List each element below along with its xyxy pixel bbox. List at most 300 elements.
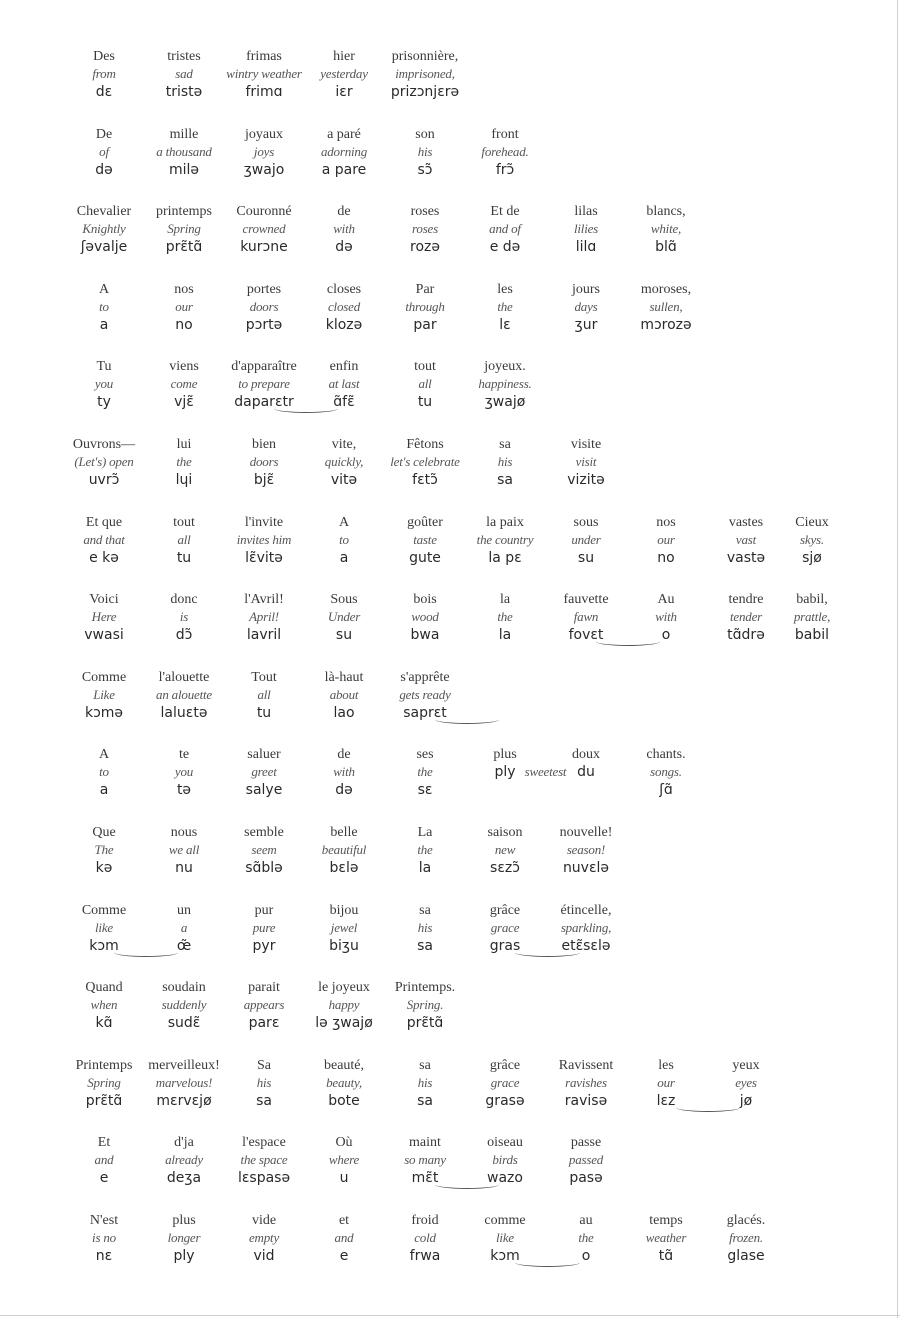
english-gloss: marvelous! — [155, 1074, 213, 1090]
english-gloss: the — [417, 842, 433, 857]
ipa-transcription: lɛ — [499, 316, 511, 333]
english-gloss: all — [257, 686, 271, 702]
english-gloss: sullen, — [649, 298, 683, 314]
french-word: lui — [176, 437, 192, 452]
english-gloss: ravishes — [565, 1074, 607, 1090]
ipa-transcription: kə — [95, 860, 113, 876]
english-gloss: jewel — [330, 919, 358, 935]
french-word: Et de — [490, 204, 520, 220]
french-word: ses — [416, 747, 434, 763]
ipa-transcription: sa — [417, 937, 433, 954]
word-gloss — [139, 1134, 229, 1187]
ipa-transcription: ʒwajo — [243, 161, 285, 178]
word-gloss — [767, 591, 857, 644]
word-gloss — [380, 436, 470, 489]
ipa-transcription: a pare — [321, 161, 367, 178]
french-word: beauté, — [323, 1057, 365, 1073]
ipa-transcription: klozə — [325, 316, 363, 333]
english-gloss: wood — [411, 609, 439, 625]
ipa-transcription: a — [99, 782, 109, 799]
word-gloss — [299, 48, 389, 101]
french-word: Tout — [251, 669, 277, 685]
lyric-line — [0, 436, 900, 496]
lyric-line — [0, 669, 900, 729]
french-word: goûter — [407, 514, 443, 530]
word-gloss — [299, 979, 389, 1032]
english-gloss: all — [418, 376, 432, 392]
word-gloss — [621, 746, 711, 799]
ipa-transcription: du — [577, 764, 595, 781]
french-word: yeux — [732, 1057, 760, 1073]
english-gloss: from — [92, 66, 116, 81]
french-word: Voici — [89, 592, 119, 608]
french-word: glacés. — [726, 1213, 766, 1228]
word-gloss — [299, 1134, 389, 1187]
french-word: portes — [246, 281, 282, 297]
word-gloss — [139, 203, 229, 256]
english-gloss: invites him — [236, 531, 292, 547]
french-word: visite — [570, 437, 602, 452]
french-word: a paré — [327, 126, 361, 142]
ipa-transcription: laluɛtə — [160, 704, 208, 721]
english-gloss: roses — [412, 221, 438, 237]
ipa-transcription: kɑ̃ — [95, 1015, 113, 1032]
french-word: Couronné — [236, 204, 292, 220]
ipa-transcription: kɔm — [490, 1248, 520, 1264]
ipa-transcription: vizitə — [567, 472, 605, 488]
word-gloss — [541, 1057, 631, 1110]
word-gloss — [380, 824, 470, 877]
ipa-transcription: lɛspasə — [237, 1170, 291, 1187]
french-word: Ravissent — [558, 1057, 614, 1073]
english-gloss: greet — [251, 764, 277, 780]
english-gloss: where — [328, 1152, 360, 1168]
word-gloss — [219, 1134, 309, 1187]
word-gloss — [460, 436, 550, 489]
french-word: Fêtons — [406, 437, 444, 452]
word-gloss — [59, 902, 149, 955]
french-word: Sa — [257, 1057, 271, 1073]
english-gloss: about — [329, 686, 359, 702]
french-word: de — [337, 747, 351, 763]
english-gloss: to — [339, 531, 349, 547]
ipa-transcription: ʃɑ̃ — [659, 782, 673, 799]
french-word: Des — [93, 49, 115, 64]
ipa-transcription: sa — [417, 1092, 433, 1109]
word-gloss — [139, 281, 229, 334]
word-gloss — [139, 669, 229, 722]
word-gloss — [621, 281, 711, 334]
english-gloss: Knightly — [82, 221, 126, 237]
english-gloss: tender — [729, 609, 762, 625]
french-word: sa — [419, 1057, 431, 1073]
ipa-transcription: vwasi — [84, 627, 124, 644]
ipa-transcription: bwa — [410, 627, 440, 644]
french-word: les — [497, 281, 513, 297]
english-gloss: with — [333, 764, 355, 780]
ipa-transcription: lao — [333, 704, 355, 721]
french-word: front — [491, 126, 519, 142]
word-gloss — [139, 591, 229, 644]
ipa-transcription: ʃəvalje — [80, 239, 128, 256]
ipa-transcription: biʒu — [329, 937, 359, 954]
word-gloss — [59, 203, 149, 256]
french-word: l'invite — [244, 514, 284, 530]
english-gloss: skys. — [800, 531, 824, 547]
french-word: Et — [97, 1135, 111, 1151]
lyric-line — [0, 1212, 900, 1272]
english-gloss: his — [417, 1074, 433, 1090]
english-gloss: beautiful — [321, 842, 367, 857]
ipa-transcription: kurɔne — [240, 239, 288, 256]
liaison-mark — [435, 1180, 499, 1189]
french-word: A — [338, 514, 350, 530]
french-word: Que — [92, 825, 116, 840]
french-word: La — [417, 825, 433, 840]
ipa-transcription: də — [335, 239, 353, 256]
french-word: roses — [410, 204, 440, 220]
word-gloss — [219, 126, 309, 179]
word-gloss — [460, 126, 550, 179]
french-word: Et que — [85, 514, 123, 530]
french-word: merveilleux! — [148, 1057, 220, 1073]
french-word: sa — [499, 437, 511, 452]
english-gloss: like — [496, 1230, 514, 1245]
word-gloss — [380, 514, 470, 567]
french-word: tout — [414, 359, 436, 375]
ipa-transcription: gras — [489, 937, 521, 954]
french-word: mille — [169, 126, 199, 142]
ipa-transcription: frɔ̃ — [495, 161, 515, 178]
word-gloss — [59, 48, 149, 101]
french-word: bois — [413, 592, 437, 608]
word-gloss — [380, 979, 470, 1032]
french-word: le joyeux — [318, 980, 370, 996]
word-gloss — [380, 746, 470, 799]
liaison-mark — [274, 404, 338, 413]
english-gloss: Under — [327, 609, 361, 625]
english-gloss: The — [94, 842, 114, 857]
french-word: lilas — [574, 204, 598, 220]
word-gloss — [621, 514, 711, 567]
ipa-transcription: lɛz — [656, 1092, 676, 1109]
ipa-transcription: salye — [245, 782, 283, 799]
french-word: Comme — [81, 669, 127, 685]
ipa-transcription: dɛ — [95, 84, 113, 100]
ipa-transcription: lɛ̃vitə — [245, 549, 283, 566]
french-word: sa — [419, 902, 431, 918]
ipa-transcription: grasə — [485, 1092, 525, 1109]
word-gloss — [541, 1134, 631, 1187]
french-word: moroses, — [640, 281, 692, 297]
lyric-line — [0, 126, 900, 186]
french-word: froid — [411, 1213, 439, 1228]
ipa-transcription: o — [661, 627, 671, 644]
word-gloss — [59, 436, 149, 489]
ipa-transcription: ravisə — [564, 1092, 608, 1109]
ipa-transcription: parɛ — [248, 1015, 280, 1032]
french-word: comme — [484, 1213, 526, 1228]
english-gloss: the — [176, 454, 192, 469]
french-word: hier — [333, 49, 355, 64]
lyric-line — [0, 48, 900, 108]
english-gloss: grace — [490, 1074, 520, 1090]
ipa-transcription: u — [339, 1170, 349, 1187]
english-gloss: already — [165, 1152, 203, 1168]
french-word: un — [177, 902, 191, 918]
english-gloss: the — [417, 764, 433, 780]
english-gloss: (Let's) open — [74, 454, 134, 469]
french-word: au — [579, 1213, 593, 1228]
english-gloss: happiness. — [478, 376, 532, 392]
english-gloss: you — [94, 376, 114, 392]
ipa-transcription: fɛtɔ̃ — [412, 472, 438, 488]
french-word: N'est — [89, 1213, 119, 1228]
english-gloss: joys — [253, 143, 275, 159]
ipa-transcription: blɑ̃ — [655, 239, 677, 256]
french-word: nos — [174, 281, 194, 297]
french-word: viens — [169, 359, 199, 375]
french-word: Tu — [96, 359, 112, 375]
word-gloss — [219, 746, 309, 799]
word-gloss — [139, 746, 229, 799]
ipa-transcription: vitə — [330, 472, 358, 488]
ipa-transcription: babil — [794, 627, 830, 644]
liaison-mark — [676, 1103, 740, 1112]
word-gloss — [59, 1057, 149, 1110]
french-word: l'Avril! — [244, 592, 284, 608]
french-word: babil, — [796, 592, 828, 608]
english-gloss: so many — [404, 1152, 446, 1168]
french-word: belle — [330, 825, 358, 840]
ipa-transcription: ply — [494, 764, 516, 781]
ipa-transcription: ty — [97, 394, 111, 411]
ipa-transcription: tɑ̃ — [658, 1248, 674, 1264]
ipa-transcription: su — [577, 549, 595, 566]
lyric-line — [0, 281, 900, 341]
french-word: tristes — [167, 49, 201, 64]
english-gloss: let's celebrate — [390, 454, 460, 469]
ipa-transcription: sɛzɔ̃ — [490, 860, 520, 876]
french-word: maint — [409, 1135, 441, 1151]
word-gloss — [219, 281, 309, 334]
english-gloss: the — [497, 298, 513, 314]
english-gloss: to — [99, 298, 109, 314]
english-gloss: sparkling, — [560, 919, 612, 935]
word-gloss — [59, 358, 149, 411]
ipa-transcription: lə ʒwajø — [315, 1015, 373, 1032]
ipa-transcription: a — [99, 316, 109, 333]
ipa-transcription: sudɛ̃ — [167, 1015, 201, 1032]
word-gloss — [59, 824, 149, 877]
english-gloss: weather — [645, 1230, 687, 1245]
ipa-transcription: prɛ̃tɑ̃ — [165, 239, 203, 256]
french-word: Sous — [330, 592, 358, 608]
english-gloss: empty — [248, 1230, 280, 1245]
word-gloss — [59, 979, 149, 1032]
ipa-transcription: kɔm — [89, 937, 119, 954]
english-gloss: a — [180, 919, 188, 935]
ipa-transcription: daparɛtr — [234, 394, 294, 411]
word-gloss — [299, 669, 389, 722]
ipa-transcription: kɔmə — [84, 704, 124, 721]
ipa-transcription: o — [581, 1248, 591, 1264]
ipa-transcription: par — [413, 316, 437, 333]
english-gloss: of — [99, 143, 109, 159]
ipa-transcription: bote — [328, 1092, 360, 1109]
english-gloss: pure — [252, 919, 276, 935]
french-word: enfin — [329, 359, 359, 375]
french-word: jours — [572, 281, 600, 297]
english-gloss: a thousand — [156, 143, 212, 159]
french-word: tout — [173, 514, 195, 530]
word-gloss — [701, 1057, 791, 1110]
french-word: Cieux — [795, 514, 829, 530]
french-word: closes — [326, 281, 362, 297]
french-word: fauvette — [563, 592, 609, 608]
french-word: te — [178, 747, 190, 763]
english-gloss: our — [175, 298, 193, 314]
french-word: semble — [244, 825, 284, 840]
french-word: temps — [649, 1213, 683, 1228]
ipa-transcription: la — [418, 860, 432, 876]
word-gloss — [219, 824, 309, 877]
liaison-mark — [515, 1258, 580, 1267]
ipa-transcription: lɥi — [175, 472, 193, 488]
ipa-transcription: bjɛ̃ — [253, 472, 275, 488]
french-word: saluer — [247, 747, 281, 763]
ipa-transcription: ɑ̃fɛ̃ — [333, 394, 355, 411]
english-gloss: his — [256, 1074, 272, 1090]
word-gloss — [219, 669, 309, 722]
french-word: nos — [656, 514, 676, 530]
french-word: A — [98, 281, 110, 297]
word-gloss — [541, 902, 631, 955]
ipa-transcription: rozə — [410, 239, 440, 256]
english-gloss: adorning — [320, 143, 368, 159]
ipa-transcription: ply — [173, 1248, 195, 1264]
ipa-transcription: tristə — [165, 84, 203, 100]
ipa-transcription: no — [175, 316, 193, 333]
french-word: Printemps — [75, 1057, 133, 1073]
liaison-mark — [596, 637, 660, 646]
english-gloss: all — [177, 531, 191, 547]
french-word: doux — [572, 747, 600, 763]
word-gloss — [541, 281, 631, 334]
french-word: vastes — [728, 514, 764, 530]
word-gloss — [219, 48, 309, 101]
english-gloss: through — [405, 298, 445, 314]
english-gloss: an alouette — [156, 686, 212, 702]
ipa-transcription: nɛ — [95, 1248, 113, 1264]
word-gloss — [139, 1212, 229, 1265]
english-gloss: the country — [476, 531, 534, 547]
ipa-transcription: ʒwajø — [484, 394, 526, 411]
english-gloss: the — [497, 609, 513, 625]
french-word: nouvelle! — [559, 825, 613, 840]
ipa-transcription: e də — [489, 239, 521, 256]
english-gloss: with — [655, 609, 677, 625]
english-gloss: suddenly — [161, 997, 207, 1013]
english-gloss: and — [334, 1230, 354, 1245]
word-gloss — [139, 48, 229, 101]
word-gloss — [380, 669, 470, 722]
french-word: oiseau — [487, 1135, 523, 1151]
french-word: chants. — [646, 747, 686, 763]
word-gloss — [460, 1057, 550, 1110]
french-word: vite, — [331, 437, 357, 452]
english-gloss: sad — [175, 66, 193, 81]
french-word: plus — [172, 1213, 196, 1228]
word-gloss — [460, 591, 550, 644]
word-gloss — [380, 203, 470, 256]
french-word: les — [658, 1057, 674, 1073]
english-gloss: forehead. — [481, 143, 529, 159]
lyric-line — [0, 746, 900, 806]
french-word: et — [338, 1213, 350, 1228]
word-gloss — [139, 1057, 229, 1110]
word-gloss — [541, 436, 631, 489]
english-gloss: Here — [91, 609, 117, 625]
word-gloss — [139, 514, 229, 567]
french-word: la — [499, 592, 511, 608]
english-gloss: the — [578, 1230, 594, 1245]
english-gloss: gets ready — [399, 686, 451, 702]
ipa-transcription: glase — [727, 1248, 765, 1264]
english-gloss: Spring — [167, 221, 201, 237]
ipa-transcription: sa — [256, 1092, 272, 1109]
english-gloss: imprisoned, — [395, 66, 455, 81]
english-gloss: appears — [243, 997, 285, 1013]
word-gloss — [139, 979, 229, 1032]
word-gloss — [139, 358, 229, 411]
french-word: Ouvrons— — [72, 437, 136, 452]
word-gloss — [59, 669, 149, 722]
word-gloss — [541, 514, 631, 567]
ipa-transcription: dɔ̃ — [175, 627, 193, 644]
english-gloss: you — [174, 764, 194, 780]
ipa-transcription: milə — [168, 161, 200, 178]
word-gloss — [460, 281, 550, 334]
english-gloss: white, — [650, 221, 682, 237]
word-gloss — [380, 281, 470, 334]
ipa-transcription: e — [99, 1170, 109, 1187]
word-gloss — [380, 1057, 470, 1110]
english-gloss: the space — [240, 1152, 288, 1168]
word-gloss — [460, 824, 550, 877]
english-gloss: new — [494, 842, 516, 857]
ipa-transcription: sɔ̃ — [417, 161, 433, 178]
lyric-line — [0, 902, 900, 962]
ipa-transcription: iɛr — [335, 84, 353, 100]
french-word: saison — [487, 825, 523, 840]
english-gloss: Spring — [87, 1074, 121, 1090]
english-gloss: and that — [83, 531, 125, 547]
ipa-transcription: sa — [497, 472, 513, 488]
english-gloss: cold — [414, 1230, 436, 1245]
word-gloss — [380, 902, 470, 955]
english-gloss: Like — [93, 686, 115, 702]
ipa-transcription: œ̃ — [176, 937, 192, 954]
word-gloss — [460, 203, 550, 256]
ipa-transcription: tɑ̃drə — [727, 627, 765, 644]
ipa-transcription: a — [339, 549, 349, 566]
ipa-transcription: mɛ̃t — [411, 1170, 439, 1187]
french-word: là-haut — [324, 669, 364, 685]
english-gloss: taste — [413, 531, 437, 547]
english-gloss: yesterday — [320, 66, 368, 81]
french-word: pur — [254, 902, 274, 918]
